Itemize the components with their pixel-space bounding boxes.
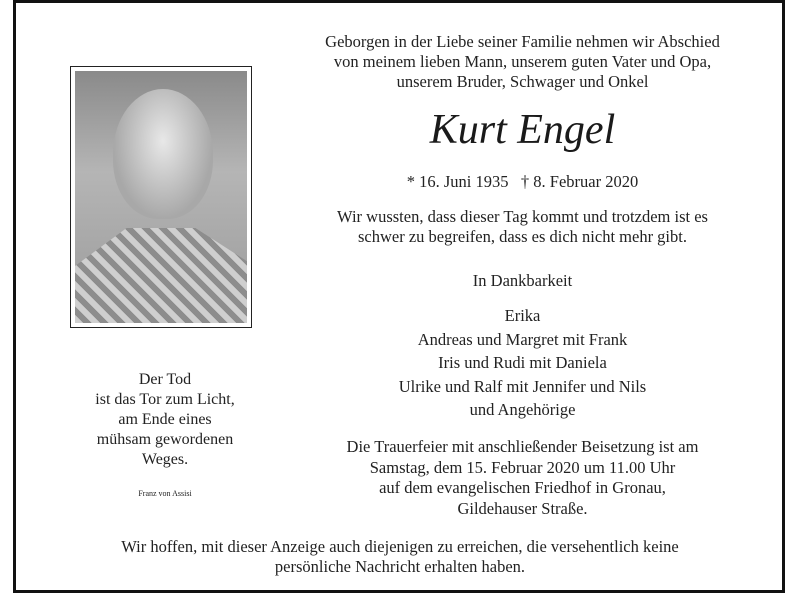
- intro-line: Geborgen in der Liebe seiner Familie nehmen wir Abschied: [325, 32, 720, 51]
- message-line: Wir wussten, dass dieser Tag kommt und trotzdem ist es: [337, 207, 708, 226]
- funeral-line: auf dem evangelischen Friedhof in Gronau,: [379, 478, 666, 497]
- funeral-line: Samstag, dem 15. Februar 2020 um 11.00 Uhr: [369, 457, 676, 477]
- footer-text: [30, 537, 770, 577]
- life-dates: * 16. Juni 1935 † 8. Februar 2020: [406, 172, 639, 191]
- family-list: [290, 304, 755, 422]
- family-member: Andreas und Margret mit Frank: [417, 329, 628, 349]
- quote-author: Franz von Assisi: [138, 489, 192, 498]
- family-member: Ulrike und Ralf mit Jennifer und Nils: [398, 376, 647, 396]
- quote-line: ist das Tor zum Licht,: [95, 391, 235, 408]
- footer-line: persönliche Nachricht erhalten haben.: [274, 557, 526, 576]
- family-member: Erika: [504, 306, 541, 325]
- quote-line: am Ende eines: [118, 411, 212, 428]
- quote-line: mühsam gewordenen: [96, 431, 234, 448]
- quote-line: Weges.: [141, 451, 189, 468]
- message-text: [290, 207, 755, 247]
- funeral-line: Die Trauerfeier mit anschließender Beisetzung ist am: [346, 437, 699, 456]
- deceased-name: Kurt Engel: [429, 107, 616, 153]
- footer-line: Wir hoffen, mit dieser Anzeige auch diejenigen zu erreichen, die versehentlich keine: [121, 537, 679, 556]
- intro-text: [290, 32, 755, 92]
- portrait-photo: [75, 71, 247, 323]
- portrait-head: [113, 89, 213, 219]
- funeral-line: Gildehauser Straße.: [457, 498, 588, 518]
- message-line: schwer zu begreifen, dass es dich nicht mehr gibt.: [358, 227, 687, 246]
- portrait-photo-frame: [70, 66, 252, 328]
- portrait-shirt: [75, 228, 247, 323]
- intro-line: von meinem lieben Mann, unserem guten Vater und Opa,: [333, 52, 712, 71]
- quote: [60, 370, 270, 504]
- quote-line: Der Tod: [138, 371, 192, 388]
- gratitude-label: In Dankbarkeit: [472, 271, 573, 290]
- family-member: Iris und Rudi mit Daniela: [438, 353, 607, 372]
- funeral-info: [290, 437, 755, 519]
- family-member: und Angehörige: [469, 400, 576, 419]
- intro-line: unserem Bruder, Schwager und Onkel: [396, 72, 649, 91]
